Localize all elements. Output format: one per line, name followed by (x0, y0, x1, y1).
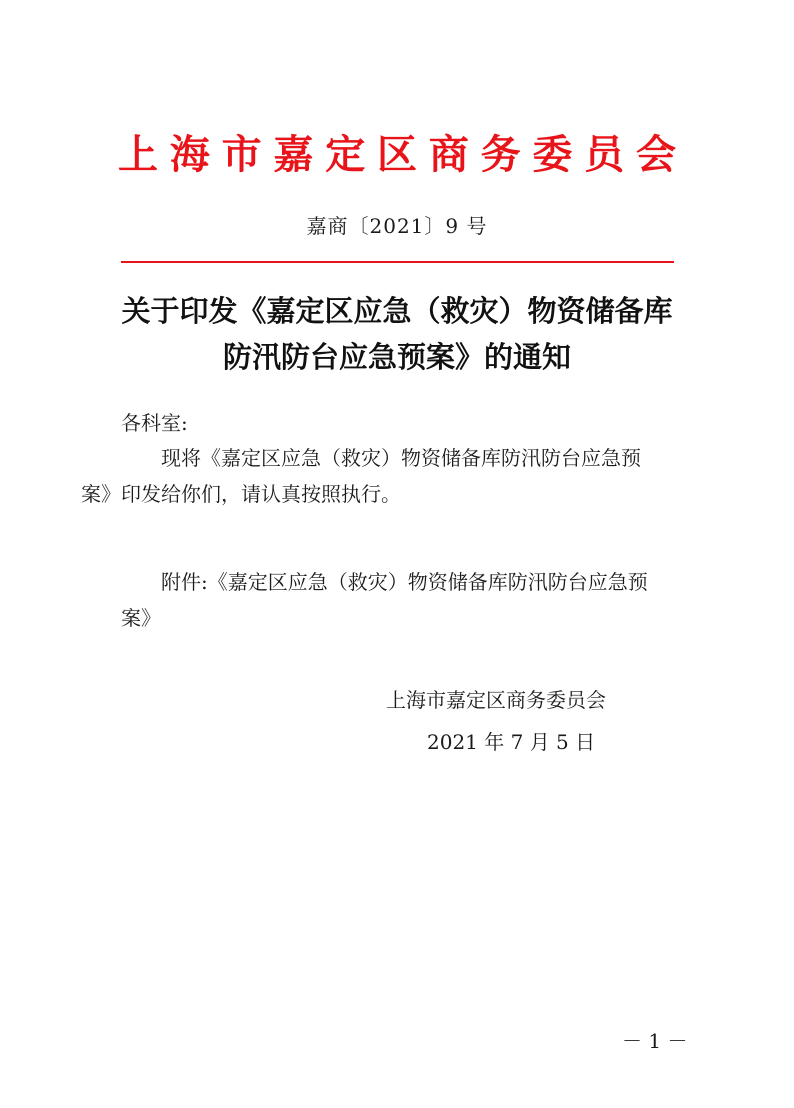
page-number: － 1 － (622, 1029, 688, 1053)
issuing-organization-header (118, 130, 676, 180)
org-header-char: 定 (325, 131, 366, 178)
org-header-char: 区 (376, 131, 417, 178)
org-header-char: 嘉 (273, 131, 314, 178)
document-title (114, 288, 680, 380)
org-header-char: 商 (428, 131, 469, 178)
org-header-char: 上 (118, 131, 158, 178)
salutation: 各科室: (121, 411, 188, 435)
attachment-line-1: 附件:《嘉定区应急（救灾）物资储备库防汛防台应急预 (161, 570, 648, 594)
attachment-line-2: 案》 (121, 606, 161, 630)
org-header-char: 海 (169, 131, 210, 178)
document-number: 嘉商〔2021〕9 号 (306, 214, 488, 238)
org-header-char: 务 (480, 131, 521, 178)
title-line-1: 关于印发《嘉定区应急（救灾）物资储备库 (121, 294, 673, 328)
paragraph-line-2: 案》印发给你们，请认真按照执行。 (81, 482, 401, 506)
red-divider-line (121, 261, 674, 263)
title-line-2: 防汛防台应急预案》的通知 (222, 340, 571, 374)
org-header-char: 市 (221, 131, 262, 178)
org-header-char: 员 (584, 131, 625, 178)
signing-organization: 上海市嘉定区商务委员会 (386, 688, 606, 712)
attachment-note (121, 564, 677, 636)
paragraph-line-1: 现将《嘉定区应急（救灾）物资储备库防汛防台应急预 (161, 446, 641, 470)
body-paragraph (81, 440, 677, 512)
org-header-char: 会 (635, 131, 676, 178)
org-header-char: 委 (532, 131, 573, 178)
signing-date: 2021 年 7 月 5 日 (427, 730, 596, 754)
